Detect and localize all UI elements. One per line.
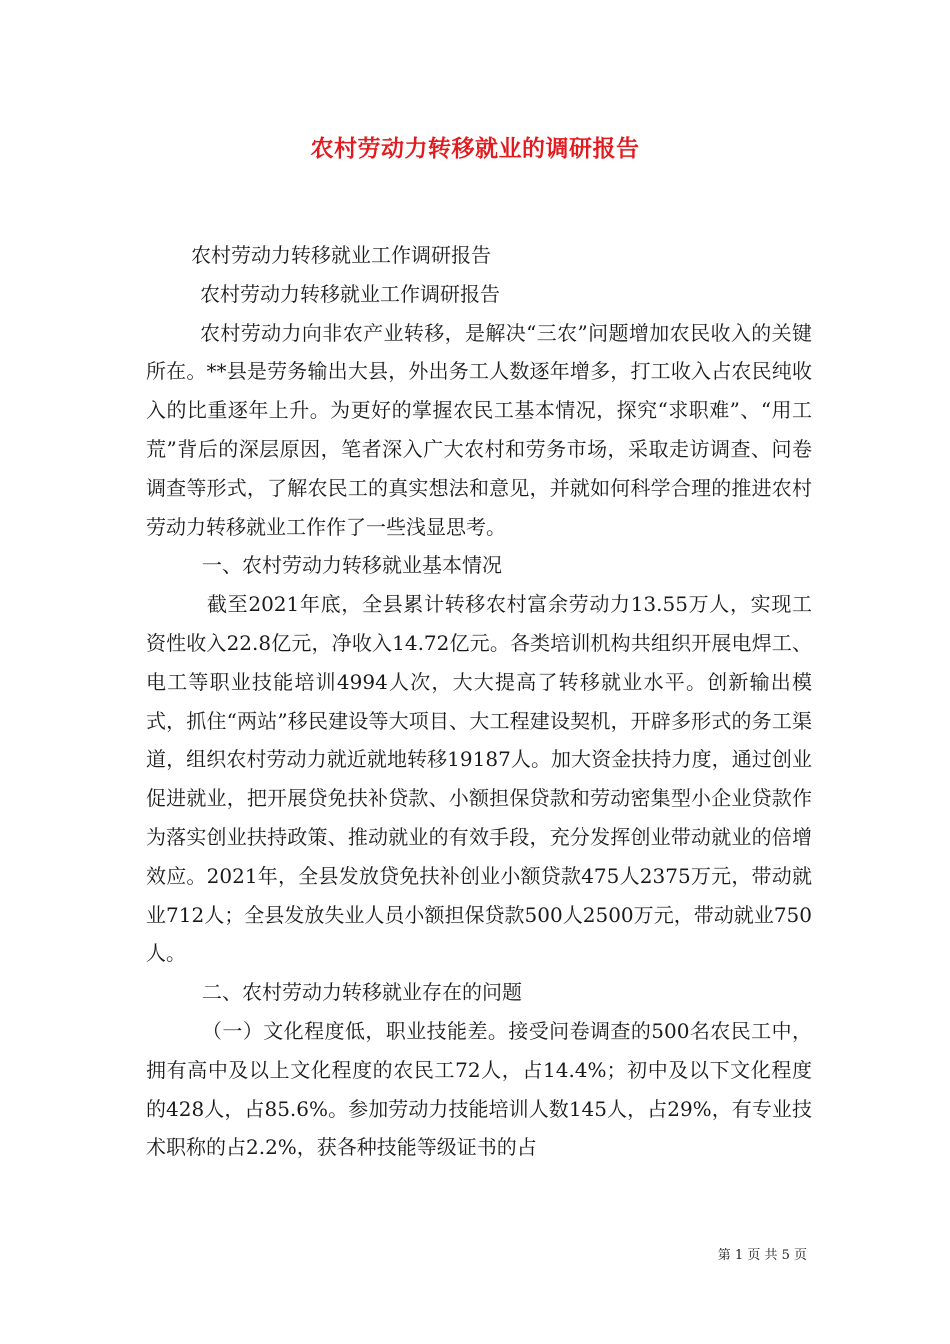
body-paragraph: 截至2021年底，全县累计转移农村富余劳动力13.55万人，实现工资性收入22.8亿元，净收入14.72亿元。各类培训机构共组织开展电焊工、电工等职业技能培训4994人次，大大提高了转移就业水平。创新输出模式，抓住“两站”移民建设等大项目、大工程建设契机，开辟多形式的务工渠道，组织农村劳动力就近就地转移19187人。加大资金扶持力度，通过创业促进就业，把开展贷免扶补贷款、小额担保贷款和劳动密集型小企业贷款作为落实创业扶持政策、推动就业的有效手段，充分发挥创业带动就业的倍增效应。2021年，全县发放贷免扶补创业小额贷款475人2375万元，带动就业712人；全县发放失业人员小额担保贷款500人2500万元，带动就业750人。 xyxy=(146,592,812,966)
page-title: 农村劳动力转移就业的调研报告 xyxy=(310,135,640,162)
section-heading-1: 一、农村劳动力转移就业基本情况 xyxy=(202,553,502,578)
subtitle-paragraph-repeat: 农村劳动力转移就业工作调研报告 xyxy=(200,281,500,306)
section-heading-2: 二、农村劳动力转移就业存在的问题 xyxy=(202,980,522,1005)
body-paragraph: （一）文化程度低，职业技能差。接受问卷调查的500名农民工中，拥有高中及以上文化程度的农民工72人，占14.4%；初中及以下文化程度的428人，占85.6%。参加劳动力技能培训人数145人，占29%，有专业技术职称的占2.2%，获各种技能等级证书的占 xyxy=(146,1018,812,1160)
subtitle-paragraph: 农村劳动力转移就业工作调研报告 xyxy=(191,243,491,267)
intro-paragraph: 农村劳动力向非农产业转移，是解决“三农”问题增加农民收入的关键所在。**县是劳务输出大县，外出务工人数逐年增多，打工收入占农民纯收入的比重逐年上升。为更好的掌握农民工基本情况，探究“求职难”、“用工荒”背后的深层原因，笔者深入广大农村和劳务市场，采取走访调查、问卷调查等形式，了解农民工的真实想法和意见，并就如何科学合理的推进农村劳动力转移就业工作作了一些浅显思考。 xyxy=(146,320,812,539)
document-body xyxy=(146,236,812,1167)
page-number: 第 1 页 共 5 页 xyxy=(717,1248,807,1263)
